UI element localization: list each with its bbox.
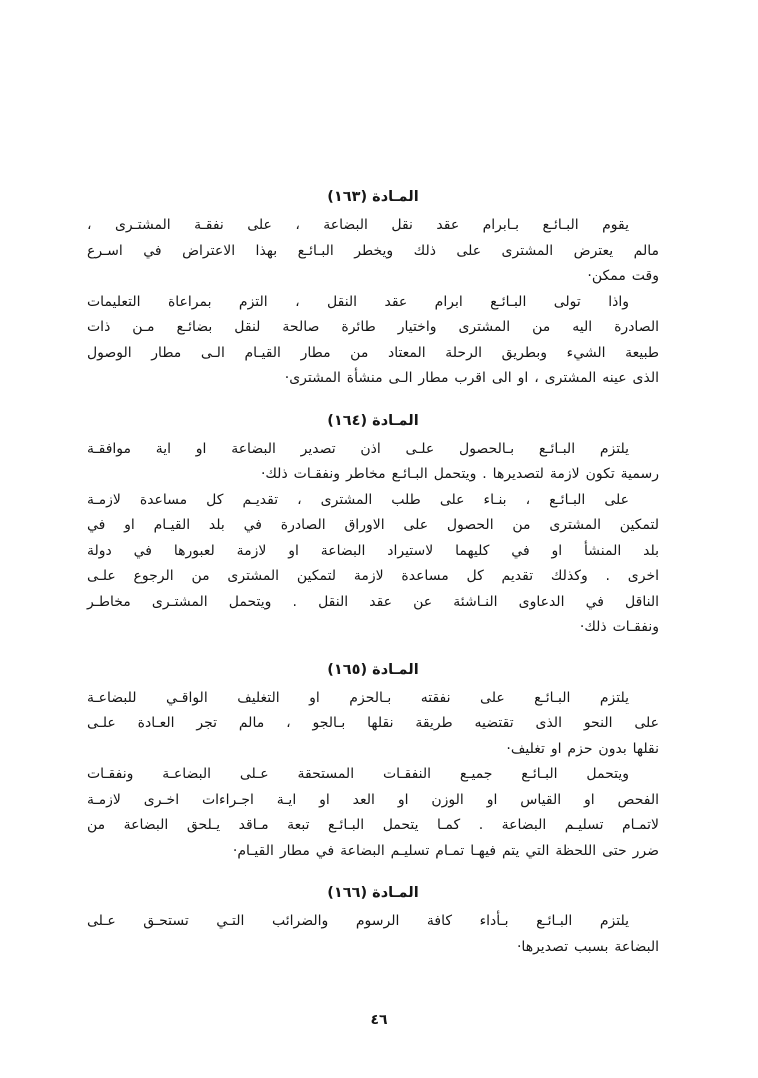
article-164-title: المـادة (١٦٤) <box>327 412 419 429</box>
text-line: الذى عينه المشترى ، او الى اقرب مطار الـى منشأة المشترى· <box>284 370 659 386</box>
text-line: الناقل في الدعاوى النـاشئة عن عقد النقل . ويتحمل المشتـرى مخاطـر <box>87 593 659 610</box>
document-body <box>87 186 659 960</box>
article-164-paragraph-2 <box>87 488 659 641</box>
article-163-paragraph-2 <box>87 290 659 392</box>
text-line: يقوم البـائـع بـابرام عقد نقل البضاعة ، على نفقـة المشتـرى ، <box>87 217 629 233</box>
text-line: ونفقـات ذلك· <box>579 619 659 635</box>
article-166 <box>87 882 659 960</box>
article-165 <box>87 659 659 865</box>
text-line: لتمكين المشترى من الحصول على الاوراق الصادرة في بلد القيـام او في <box>87 517 659 533</box>
text-line: لاتمـام تسليـم البضاعة . كمـا يتحمل البـائـع تبعة مـاقد يـلحق البضاعة من <box>87 817 659 833</box>
article-164 <box>87 410 659 641</box>
text-line: على النحو الذى تقتضيه طريقة نقلها بـالجو ، مالم تجر العـادة علـى <box>87 715 659 731</box>
text-line: طبيعة الشيء وبطريق الرحلة المعتاد من مطار القيـام الـى مطار الوصول <box>87 344 659 361</box>
article-163-paragraph-1 <box>87 213 659 290</box>
article-165-paragraph-1 <box>87 686 659 763</box>
text-line: البضاعة بسبب تصديرها· <box>516 938 659 955</box>
text-line: رسمية تكون لازمة لتصديرها . ويتحمل البـائـع مخاطر ونفقـات ذلك· <box>260 466 659 482</box>
text-line: ويتحمل البـائـع جميـع النفقـات المستحقة عـلى البضاعـة ونفقـات <box>87 766 629 782</box>
article-163-title: المـادة (١٦٣) <box>327 189 419 205</box>
page-number: ٤٦ <box>370 1012 388 1028</box>
article-163 <box>87 186 659 392</box>
text-line: بلد المنشأ او في كليهما لاستيراد البضاعة او لازمة لعبورها في دولة <box>87 542 659 559</box>
text-line: يلتزم البـائـع بـأداء كافة الرسوم والضرائب التـي تستحـق عـلى <box>87 913 629 929</box>
article-166-paragraph-1 <box>87 909 659 960</box>
text-line: على البـائـع ، بنـاء على طلب المشترى ، تقديـم كل مساعدة لازمـة <box>87 491 629 508</box>
article-165-title: المـادة (١٦٥) <box>327 661 419 678</box>
text-line: يلتزم البـائـع بـالحصول علـى اذن تصدير البضاعة او اية موافقـة <box>87 440 629 457</box>
text-line: الفحص او القياس او الوزن او العد او ايـة اجـراءات اخـرى لازمـة <box>87 791 659 808</box>
text-line: وقت ممكن· <box>587 268 659 284</box>
article-164-paragraph-1 <box>87 437 659 488</box>
text-line: اخرى . وكذلك تقديم كل مساعدة لازمة لتمكين المشترى من الرجوع علـى <box>87 568 659 584</box>
text-line: نقلها بدون حزم او تغليف· <box>506 740 659 757</box>
article-165-paragraph-2 <box>87 762 659 864</box>
text-line: مالم يعترض المشترى على ذلك ويخطر البـائـع بهذا الاعتراض في اسـرع <box>87 242 659 259</box>
article-166-title: المـادة (١٦٦) <box>327 885 419 901</box>
text-line: يلتزم البـائـع على نفقته بـالحزم او التغليف الواقـي للبضاعـة <box>87 689 629 706</box>
text-line: الصادرة اليه من المشترى واختيار طائرة صالحة لنقل بضائـع مـن ذات <box>87 319 659 335</box>
text-line: واذا تولى البـائـع ابرام عقد النقل ، التزم بمراعاة التعليمات <box>87 293 629 310</box>
text-line: ضرر حتى اللحظة التي يتم فيهـا تمـام تسليـم البضاعة في مطار القيـام· <box>232 842 659 859</box>
